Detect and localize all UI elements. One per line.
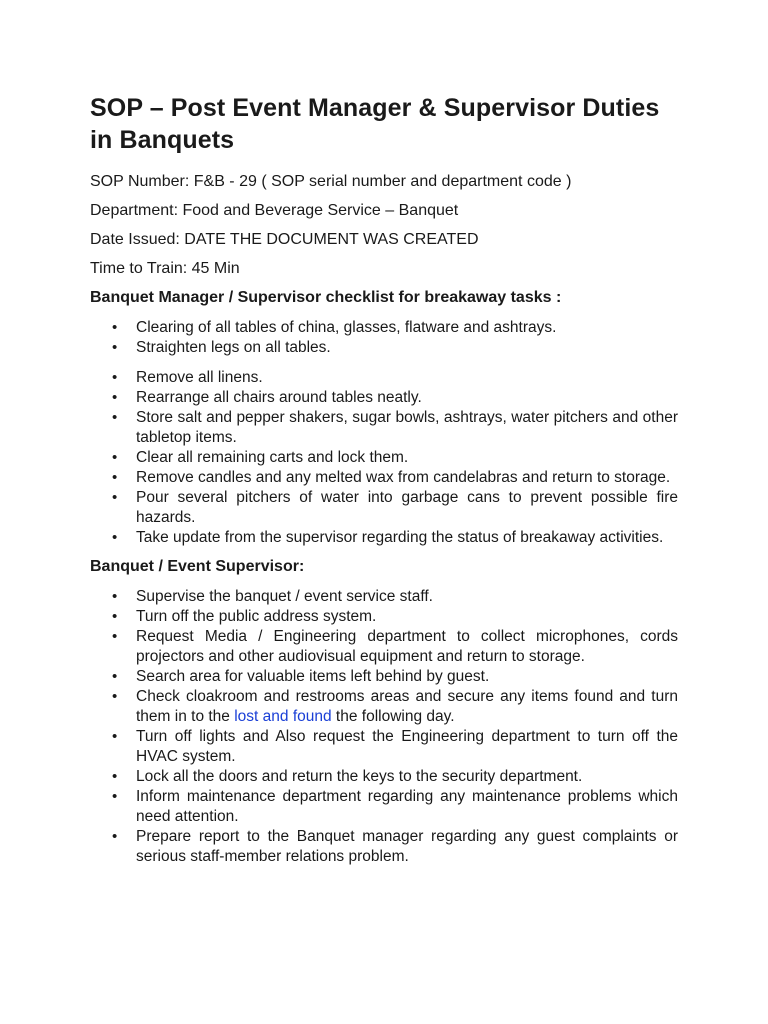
- supervisor-list: [90, 587, 678, 867]
- checklist-group-1: [90, 318, 678, 358]
- list-item: • Prepare report to the Banquet manager regarding any guest complaints or serious staff-member relations problem.: [112, 828, 678, 865]
- bullet-icon: •: [112, 788, 118, 805]
- list-item: • Take update from the supervisor regarding the status of breakaway activities.: [112, 529, 664, 546]
- sop-number: SOP Number: F&B - 29 ( SOP serial number and department code ): [90, 173, 572, 190]
- list-item: • Supervise the banquet / event service staff.: [112, 588, 433, 605]
- bullet-icon: •: [112, 628, 118, 645]
- list-item: • Straighten legs on all tables.: [112, 339, 331, 356]
- list-item: • Request Media / Engineering department to collect microphones, cords projectors and other audiovisual equipment and return to storage.: [112, 628, 678, 665]
- bullet-icon: •: [112, 588, 118, 605]
- bullet-icon: •: [112, 728, 118, 745]
- list-item: • Remove candles and any melted wax from candelabras and return to storage.: [112, 469, 671, 486]
- bullet-icon: •: [112, 319, 118, 336]
- lost-and-found-link[interactable]: lost and found: [234, 708, 332, 725]
- list-item: • Clearing of all tables of china, glasses, flatware and ashtrays.: [112, 319, 557, 336]
- list-item: • Check cloakroom and restrooms areas and secure any items found and turn them in to the lost and found the following day.: [112, 688, 678, 725]
- bullet-icon: •: [112, 369, 118, 386]
- bullet-icon: •: [112, 768, 118, 785]
- list-item: • Rearrange all chairs around tables neatly.: [112, 389, 422, 406]
- document-title: SOP – Post Event Manager & Supervisor Duties in Banquets: [90, 94, 660, 154]
- bullet-icon: •: [112, 389, 118, 406]
- bullet-icon: •: [112, 608, 118, 625]
- section-heading-manager-checklist: Banquet Manager / Supervisor checklist for breakaway tasks :: [90, 289, 562, 306]
- checklist-group-2: [90, 368, 678, 548]
- list-item: • Pour several pitchers of water into garbage cans to prevent possible fire hazards.: [112, 489, 678, 526]
- bullet-icon: •: [112, 409, 118, 426]
- date-issued: Date Issued: DATE THE DOCUMENT WAS CREATED: [90, 231, 479, 248]
- bullet-icon: •: [112, 449, 118, 466]
- list-item: • Remove all linens.: [112, 369, 263, 386]
- bullet-icon: •: [112, 688, 118, 705]
- list-item: • Inform maintenance department regarding any maintenance problems which need attention.: [112, 788, 678, 825]
- list-item: • Store salt and pepper shakers, sugar bowls, ashtrays, water pitchers and other tabletop items.: [112, 409, 678, 446]
- bullet-icon: •: [112, 469, 118, 486]
- document-page: [90, 92, 678, 877]
- list-item: • Search area for valuable items left behind by guest.: [112, 668, 490, 685]
- list-item: • Turn off lights and Also request the Engineering department to turn off the HVAC system.: [112, 728, 678, 765]
- bullet-icon: •: [112, 339, 118, 356]
- section-heading-supervisor: Banquet / Event Supervisor:: [90, 558, 305, 575]
- bullet-icon: •: [112, 529, 118, 546]
- bullet-icon: •: [112, 668, 118, 685]
- list-item: • Lock all the doors and return the keys to the security department.: [112, 768, 583, 785]
- list-item: • Clear all remaining carts and lock them.: [112, 449, 409, 466]
- list-item: • Turn off the public address system.: [112, 608, 377, 625]
- bullet-icon: •: [112, 828, 118, 845]
- department: Department: Food and Beverage Service – Banquet: [90, 202, 459, 219]
- time-to-train: Time to Train: 45 Min: [90, 260, 240, 277]
- bullet-icon: •: [112, 489, 118, 506]
